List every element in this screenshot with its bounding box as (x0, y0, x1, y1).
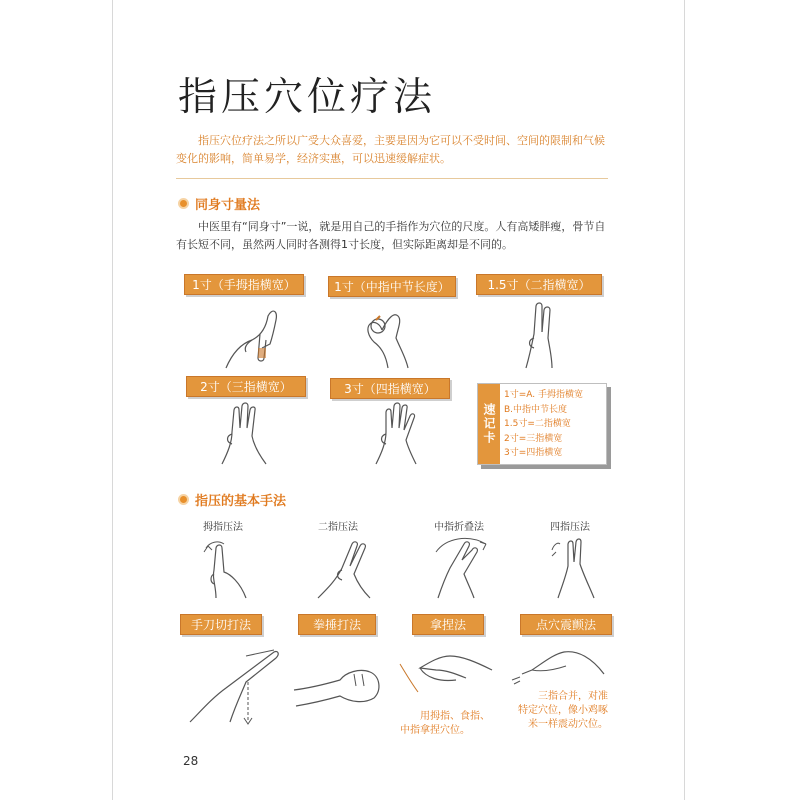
thumb-press-hand-icon (196, 534, 266, 600)
card-line: 1寸=A. 手拇指横宽 (504, 390, 583, 400)
note-line: 三指合并，对准 (538, 691, 608, 702)
intro-paragraph: 指压穴位疗法之所以广受大众喜爱，主要是因为它可以不受时间、空间的限制和气候变化的影响，简单易学，经济实惠，可以迅速缓解症状。 (176, 134, 605, 165)
section-heading-techniques (178, 490, 286, 509)
pinch-note (400, 710, 490, 738)
four-finger-press-hand-icon (546, 534, 616, 600)
technique-label-thumb: 拇指压法 (203, 522, 243, 533)
four-fingers-hand-icon (356, 400, 436, 466)
tag-pinch: 拿捏法 (412, 614, 484, 635)
page-number: 28 (183, 754, 199, 768)
divider (176, 178, 608, 179)
note-line: 特定穴位，像小鸡啄 (518, 705, 608, 716)
tag-two-fingers: 1.5寸（二指横宽） (476, 274, 602, 295)
two-fingers-hand-icon (506, 298, 576, 370)
two-finger-press-hand-icon (312, 534, 382, 600)
technique-label-four-finger: 四指压法 (550, 522, 590, 533)
three-fingers-hand-icon (206, 400, 286, 466)
tag-fist: 拳捶打法 (298, 614, 376, 635)
tag-middle-finger: 1寸（中指中节长度） (328, 276, 456, 297)
note-line: 用拇指、食指、 (420, 711, 490, 722)
page-edge-left (112, 0, 113, 800)
vibrate-note (514, 690, 608, 732)
pinch-hand-icon (396, 644, 496, 700)
technique-label-fold: 中指折叠法 (434, 522, 484, 533)
thumb-width-hand-icon (216, 298, 296, 370)
fist-icon (290, 650, 386, 710)
section-heading-text: 指压的基本手法 (195, 494, 287, 509)
card-line: 1.5寸=二指横宽 (504, 419, 571, 429)
memory-card-tab: 速记卡 (478, 384, 500, 464)
memory-card (477, 383, 607, 465)
finger-fold-hand-icon (428, 530, 498, 600)
section-heading-text: 同身寸量法 (195, 198, 261, 213)
technique-label-two-finger: 二指压法 (318, 522, 358, 533)
tag-chop: 手刀切打法 (180, 614, 262, 635)
memory-card-lines (504, 388, 583, 461)
tag-thumb-width: 1寸（手拇指横宽） (184, 274, 304, 295)
tag-vibrate: 点穴震颤法 (520, 614, 612, 635)
measure-description: 中医里有“同身寸”一说，就是用自己的手指作为穴位的尺度。人有高矮胖瘦，骨节自有长短不同，虽然两人同时各测得1寸长度，但实际距离却是不同的。 (176, 220, 606, 251)
bullet-icon (178, 494, 189, 505)
card-line: B.中指中节长度 (504, 404, 568, 415)
section-heading-measure (178, 194, 260, 213)
bullet-icon (178, 198, 189, 209)
card-line: 2寸=三指横宽 (504, 433, 563, 444)
note-line: 中指拿捏穴位。 (400, 725, 470, 736)
tag-three-fingers: 2寸（三指横宽） (186, 376, 306, 397)
page-title: 指压穴位疗法 (178, 75, 437, 120)
note-line: 米一样震动穴位。 (528, 719, 608, 730)
card-line: 3寸=四指横宽 (504, 448, 563, 458)
tag-four-fingers: 3寸（四指横宽） (330, 378, 450, 399)
page-edge-right (684, 0, 685, 800)
middle-finger-hand-icon (348, 298, 428, 370)
hand-chop-icon (186, 642, 282, 726)
